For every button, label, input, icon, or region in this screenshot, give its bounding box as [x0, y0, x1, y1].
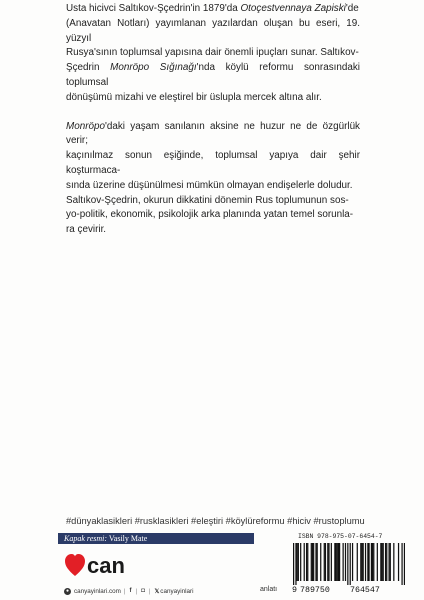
publisher-logo: [64, 552, 144, 580]
blurb-line: Usta hicivci Saltıkov-Şçedrin'in 1879'da Otoçestvennaya Zapiski'de: [66, 3, 359, 14]
blurb-text: [66, 2, 360, 238]
barcode-bar: [293, 543, 294, 585]
facebook-icon[interactable]: f: [129, 588, 132, 594]
blurb-line: Şçedrin Monröpo Sığınağı'nda köylü reformu sonrasındaki toplumsal: [66, 62, 360, 88]
barcode-bar: [377, 543, 378, 581]
barcode-bar: [363, 543, 364, 581]
isbn-label: ISBN 978-975-07-6454-7: [298, 533, 383, 540]
isbn-digit-first: 9: [292, 586, 297, 595]
barcode-bar: [298, 543, 299, 581]
barcode-bar: [300, 543, 301, 581]
barcode-bar: [313, 543, 314, 581]
heart-icon: [64, 552, 144, 580]
barcode-bar: [312, 543, 313, 581]
barcode-bar: [327, 543, 328, 581]
blurb-line: (Anavatan Notları) yayımlanan yazılardan oluşan bu eseri, 19. yüzyıl: [66, 17, 360, 44]
barcode-bar: [398, 543, 399, 581]
barcode-bar: [386, 543, 387, 581]
instagram-icon[interactable]: ◘: [141, 588, 145, 594]
barcode-bar: [338, 543, 339, 581]
logo-wordmark: can: [87, 553, 125, 578]
blurb-line: kaçınılmaz sonun eşiğinde, toplumsal yapıya dair şehir koşturmaca-: [66, 150, 360, 176]
barcode-bar: [335, 543, 336, 581]
barcode-bar: [372, 543, 373, 581]
barcode-bar: [393, 543, 394, 581]
barcode-bar: [404, 543, 405, 585]
barcode-bar: [317, 543, 318, 581]
social-handle[interactable]: canyayinlari: [160, 587, 194, 595]
isbn-digits-group-1: 789750: [300, 586, 330, 595]
series-label: anlatı: [260, 586, 278, 593]
isbn-digits: [292, 586, 400, 595]
website-link[interactable]: canyayinlari.com: [74, 587, 121, 595]
barcode-bar: [383, 543, 384, 581]
barcode-bar: [368, 543, 369, 581]
barcode-bar: [352, 543, 353, 581]
blurb-line: ra çevirir.: [66, 224, 107, 236]
blurb-paragraph-2: [66, 120, 360, 238]
barcode-bar: [331, 543, 332, 581]
barcode-bar: [345, 543, 346, 581]
barcode-bar: [385, 543, 386, 581]
barcode-bar: [343, 543, 344, 581]
separator: |: [148, 587, 151, 595]
blurb-line: dönüşümü mizahi ve eleştirel bir üslupla mercek altına alır.: [66, 91, 322, 103]
separator: |: [123, 587, 126, 595]
barcode-bar: [297, 543, 298, 581]
barcode-bar: [373, 543, 374, 581]
x-icon[interactable]: 𝕏: [154, 588, 160, 595]
barcode-bar: [325, 543, 326, 581]
barcode-bar: [388, 543, 389, 581]
barcode-bar: [371, 543, 372, 581]
barcode-bar: [390, 543, 391, 581]
barcode-bar: [315, 543, 316, 581]
barcode-bar: [324, 543, 325, 581]
barcode: [293, 543, 405, 585]
barcode-bar: [306, 543, 307, 581]
barcode-bar: [367, 543, 368, 581]
barcode-bar: [381, 543, 382, 581]
cover-credit: Kapak resmi: Vasily Mate: [64, 533, 148, 543]
blurb-line: yo-politik, ekonomik, psikolojik arka planında yatan temel sorunla-: [66, 209, 354, 221]
barcode-bar: [380, 543, 381, 581]
barcode-bar: [334, 543, 335, 581]
blurb-line: Rusya'sının toplumsal yapısına dair önemli ipuçları sunar. Saltıkov-: [66, 47, 359, 59]
barcode-bar: [365, 543, 366, 581]
barcode-bar: [311, 543, 312, 581]
isbn-digits-group-2: 764547: [350, 586, 380, 595]
barcode-bar: [295, 543, 296, 585]
hashtags: #dünyaklasikleri #rusklasikleri #eleştiri #köylüreformu #hiciv #rustoplumu: [66, 516, 365, 526]
barcode-bar: [361, 543, 362, 581]
barcode-bar: [339, 543, 340, 581]
separator: |: [135, 587, 138, 595]
barcode-bar: [304, 543, 305, 581]
blurb-paragraph-1: [66, 2, 360, 106]
barcode-bar: [320, 543, 321, 581]
barcode-bar: [307, 543, 308, 581]
barcode-bar: [337, 543, 338, 581]
barcode-bar: [357, 543, 358, 581]
barcode-bar: [350, 543, 351, 585]
publisher-footer: [64, 586, 194, 596]
blurb-line: sında üzerine düşünülmesi mümkün olmayan endişelerle doludur.: [66, 179, 353, 191]
blurb-line: Monröpo'daki yaşam sanılanın aksine ne huzur ne de özgürlük verir;: [66, 120, 360, 147]
barcode-bar: [360, 543, 361, 581]
barcode-bar: [401, 543, 402, 585]
globe-icon: ●: [65, 587, 70, 594]
barcode-bar: [328, 543, 329, 581]
blurb-line: Saltıkov-Şçedrin, okurun dikkatini dönemin Rus toplumunun sos-: [66, 194, 349, 206]
barcode-bar: [347, 543, 348, 585]
